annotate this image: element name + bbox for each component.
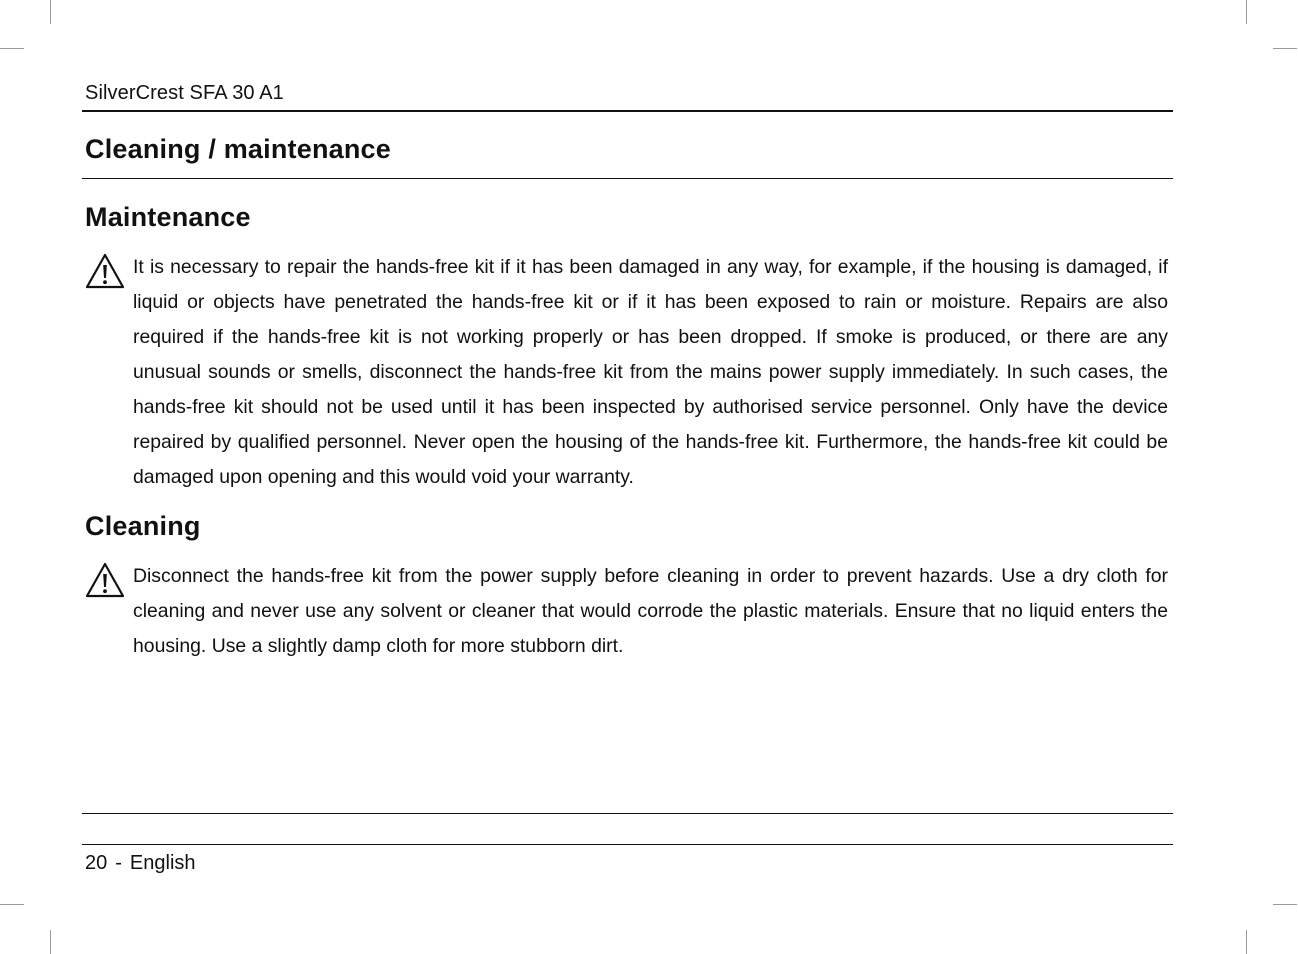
maintenance-text: It is necessary to repair the hands-free kit if it has been damaged in any way, for example, if the housing is damaged, if liquid or objects have penetrated the hands-free kit or if it has been exposed to rain or moisture. Repairs are also required if the hands-free kit is not working properly or has been dropped. If smoke is produced, or there are any unusual sounds or smells, disconnect the hands-free kit from the mains power supply immediately. In such cases, the hands-free kit should not be used until it has been inspected by authorised service personnel. Only have the device repaired by qualified personnel. Never open the housing of the hands-free kit. Furthermore, the hands-free kit could be damaged upon opening and this would void your warranty.	[133, 256, 1168, 488]
maintenance-heading: Maintenance	[85, 202, 251, 232]
page-footer	[85, 852, 196, 875]
crop-mark	[50, 930, 51, 954]
warning-triangle-icon	[85, 253, 125, 289]
crop-mark	[1246, 0, 1247, 24]
crop-mark	[1273, 48, 1297, 49]
cleaning-heading: Cleaning	[85, 511, 201, 541]
language-label: English	[129, 852, 196, 874]
page-header: SilverCrest SFA 30 A1	[85, 82, 284, 104]
crop-mark	[0, 904, 24, 905]
page-number: 20	[85, 852, 108, 874]
crop-mark	[1246, 930, 1247, 954]
crop-mark	[0, 48, 24, 49]
footer-separator: -	[115, 852, 122, 874]
footer-rule	[82, 844, 1173, 845]
warning-triangle-icon	[85, 562, 125, 598]
crop-mark	[1273, 904, 1297, 905]
footer-rule	[82, 813, 1173, 814]
crop-mark	[50, 0, 51, 24]
chapter-rule	[82, 178, 1173, 179]
chapter-title: Cleaning / maintenance	[85, 134, 391, 164]
cleaning-text: Disconnect the hands-free kit from the power supply before cleaning in order to prevent hazards. Use a dry cloth for cleaning and never use any solvent or cleaner that would corrode the plastic materials. Ensure that no liquid enters the housing. Use a slightly damp cloth for more stubborn dirt.	[133, 565, 1168, 657]
header-rule	[82, 110, 1173, 112]
manual-page	[82, 0, 1173, 954]
